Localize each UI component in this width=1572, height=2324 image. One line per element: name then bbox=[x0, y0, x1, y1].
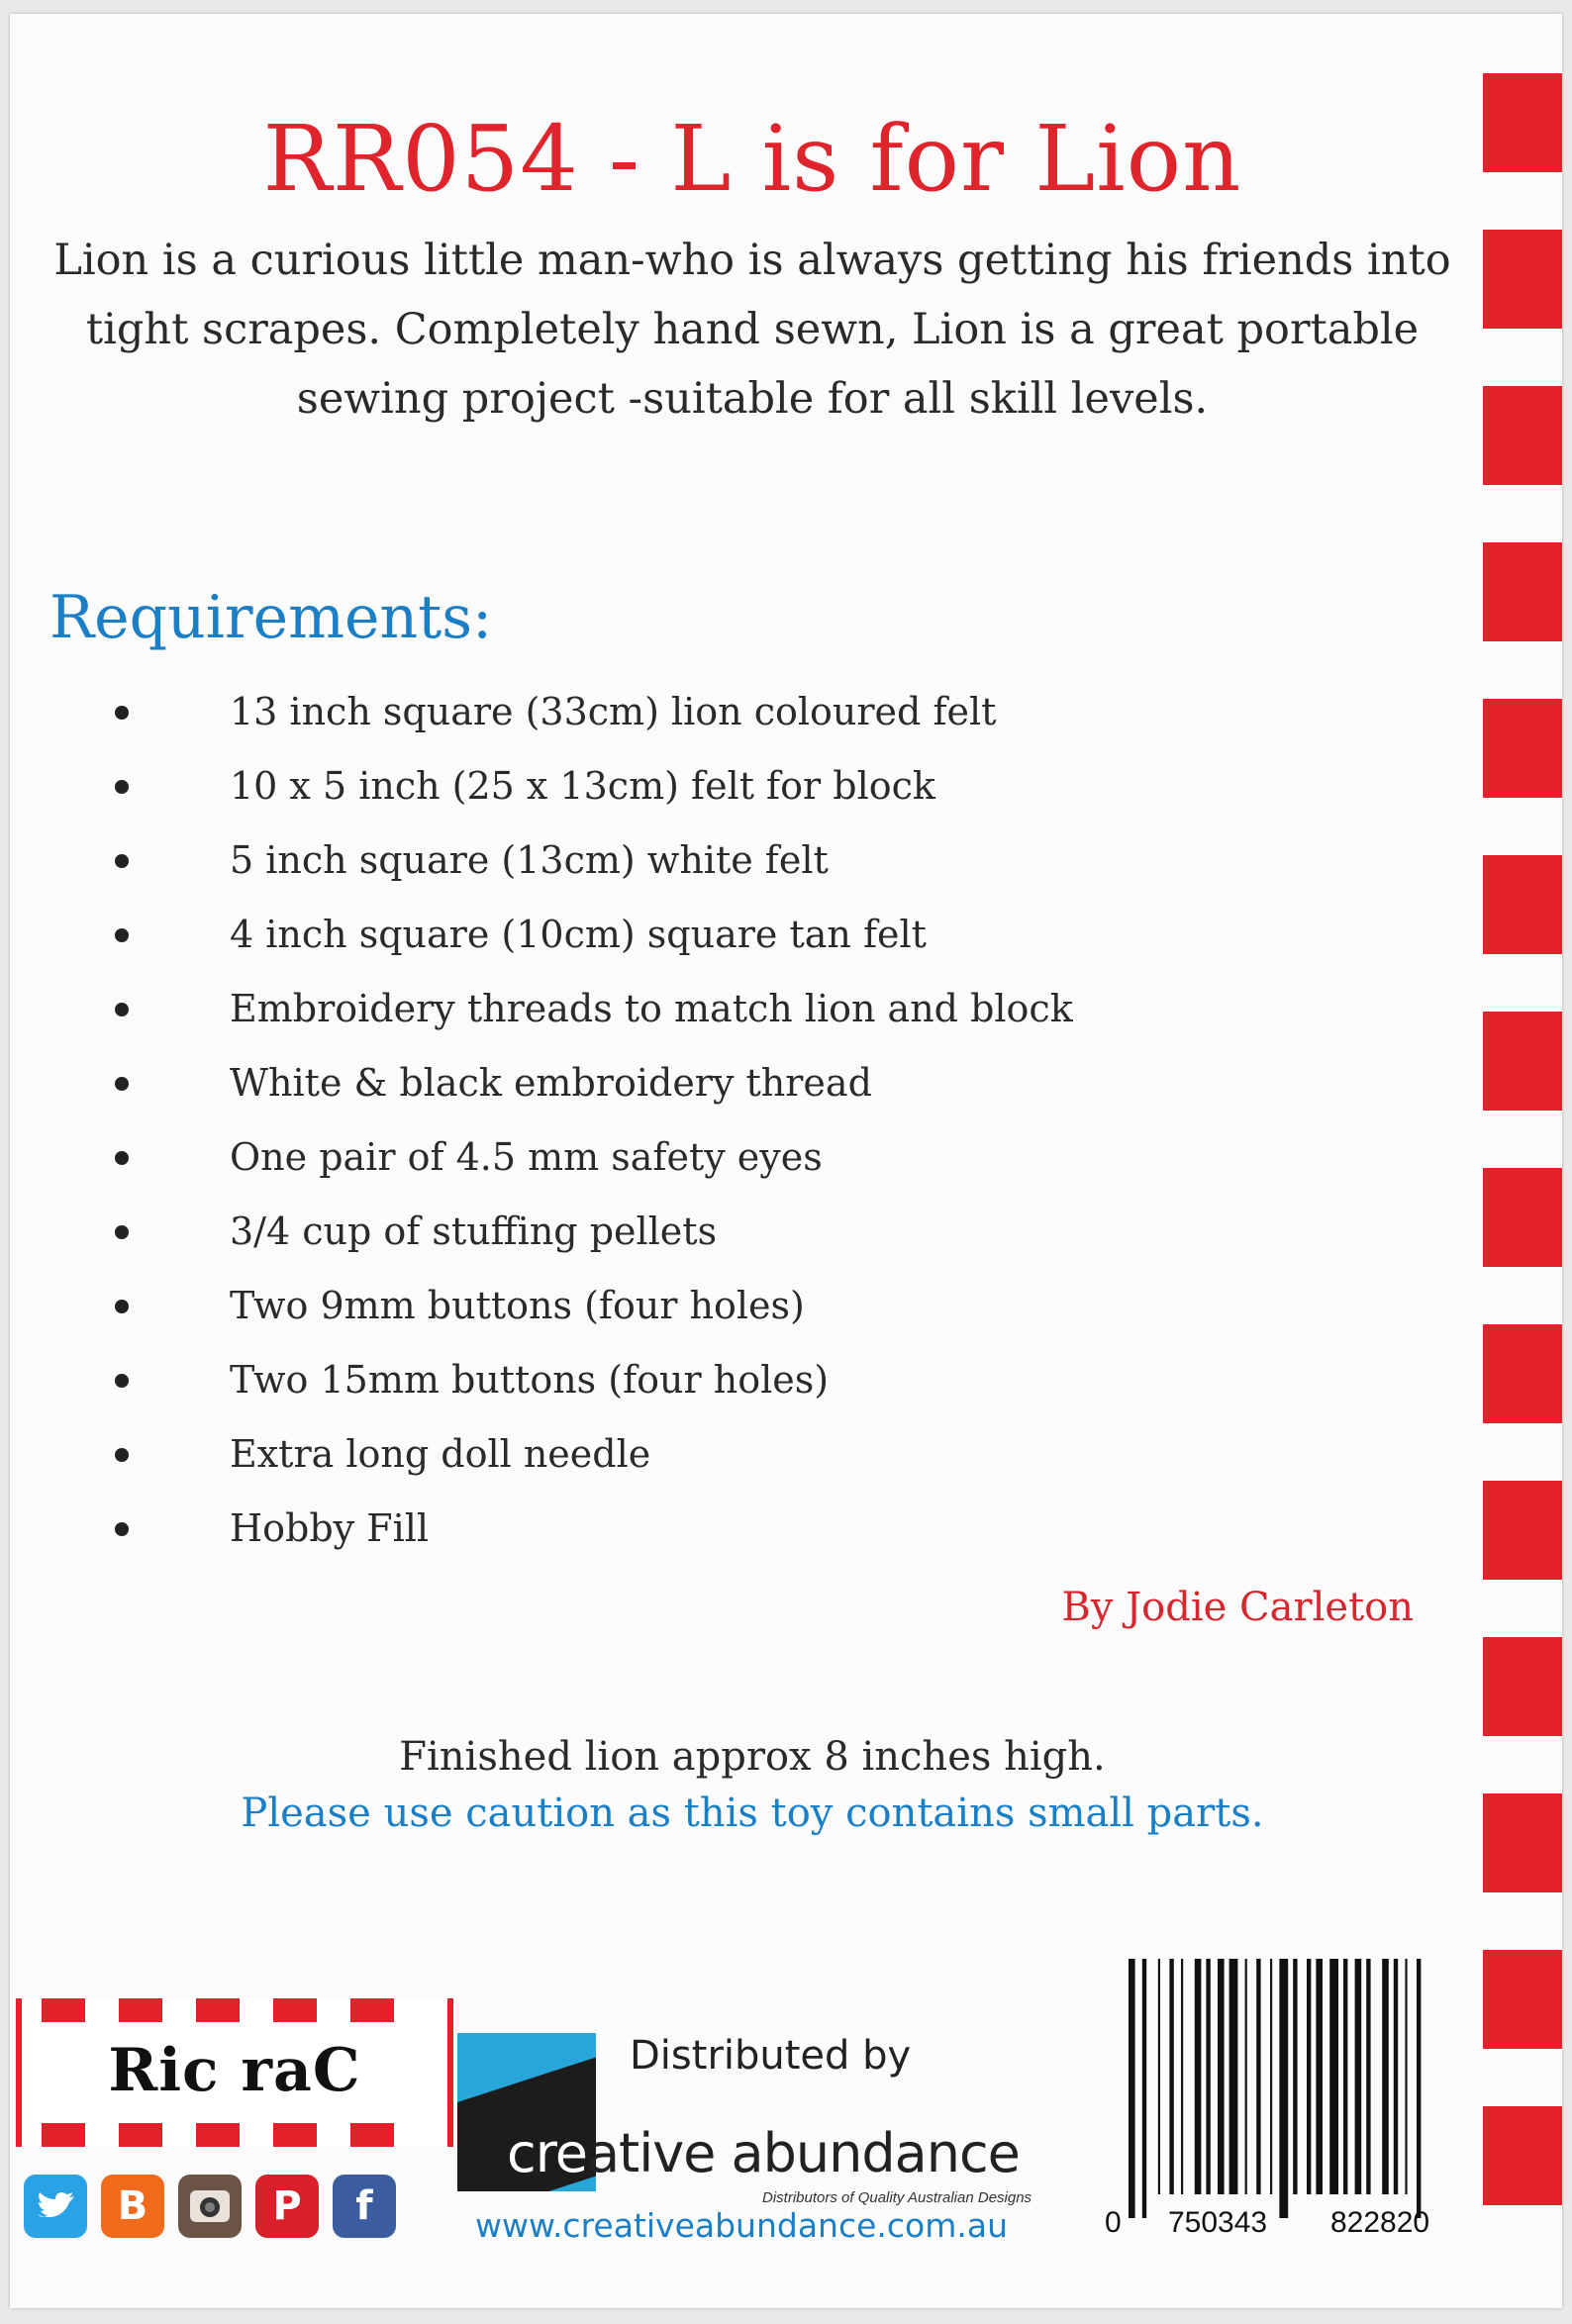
bullet-icon bbox=[115, 1151, 129, 1165]
barcode-bar bbox=[1229, 1959, 1238, 2194]
barcode-bar bbox=[1293, 1959, 1297, 2194]
blogger-icon[interactable]: B bbox=[101, 2175, 164, 2238]
barcode-bar bbox=[1206, 1959, 1210, 2194]
barcode-bar bbox=[1329, 1959, 1338, 2194]
distributor-name-rest: ative abundance bbox=[586, 2122, 1020, 2184]
requirement-text: Extra long doll needle bbox=[230, 1432, 651, 1476]
barcode-bar bbox=[1366, 1959, 1370, 2194]
requirement-text: Hobby Fill bbox=[230, 1506, 430, 1550]
requirement-item bbox=[115, 1127, 1303, 1202]
red-stripe bbox=[1483, 855, 1562, 954]
barcode-bar bbox=[1218, 1959, 1225, 2194]
red-stripe bbox=[1483, 1950, 1562, 2049]
distributed-by-label: Distributed by bbox=[630, 2033, 912, 2079]
barcode-bar bbox=[1195, 1959, 1202, 2194]
barcode-bar bbox=[1245, 1959, 1247, 2194]
barcode-bar bbox=[1181, 1959, 1183, 2194]
requirement-item bbox=[115, 905, 1303, 979]
requirement-item bbox=[115, 1276, 1303, 1350]
instagram-icon[interactable] bbox=[178, 2175, 242, 2238]
requirement-item bbox=[115, 756, 1303, 830]
requirement-item bbox=[115, 1350, 1303, 1424]
distributor-tagline: Distributors of Quality Australian Designs bbox=[762, 2189, 1032, 2206]
ricrac-logo bbox=[16, 1998, 442, 2246]
barcode-bar bbox=[1355, 1959, 1362, 2194]
red-stripe bbox=[1483, 2106, 1562, 2205]
barcode-group-two: 822820 bbox=[1330, 2206, 1430, 2239]
red-stripe bbox=[1483, 386, 1562, 485]
red-stripe bbox=[1483, 1168, 1562, 1267]
bullet-icon bbox=[115, 928, 129, 942]
barcode bbox=[1105, 1959, 1465, 2246]
barcode-bar bbox=[1405, 1959, 1407, 2194]
requirement-text: Two 9mm buttons (four holes) bbox=[230, 1284, 805, 1327]
bullet-icon bbox=[115, 706, 129, 720]
barcode-bar bbox=[1169, 1959, 1173, 2194]
requirement-item bbox=[115, 979, 1303, 1053]
requirement-item bbox=[115, 1499, 1303, 1573]
barcode-bar bbox=[1256, 1959, 1260, 2194]
barcode-bar bbox=[1307, 1959, 1311, 2194]
requirement-text: 4 inch square (10cm) square tan felt bbox=[230, 913, 927, 956]
barcode-bar bbox=[1316, 1959, 1323, 2194]
caution-note: Please use caution as this toy contains small parts. bbox=[241, 1791, 1264, 1836]
bullet-icon bbox=[115, 1522, 129, 1536]
requirement-item bbox=[115, 1053, 1303, 1127]
bullet-icon bbox=[115, 1374, 129, 1388]
red-stripe bbox=[1483, 1324, 1562, 1423]
requirement-text: Two 15mm buttons (four holes) bbox=[230, 1358, 830, 1402]
page-title: RR054 - L is for Lion bbox=[262, 106, 1242, 212]
bullet-icon bbox=[115, 1448, 129, 1462]
red-stripe bbox=[1483, 1012, 1562, 1111]
requirement-text: 5 inch square (13cm) white felt bbox=[230, 838, 829, 882]
barcode-bar bbox=[1279, 1959, 1288, 2218]
requirement-text: One pair of 4.5 mm safety eyes bbox=[230, 1135, 823, 1179]
red-stripe bbox=[1483, 1793, 1562, 1892]
barcode-bar bbox=[1129, 1959, 1135, 2218]
barcode-bar bbox=[1417, 1959, 1421, 2218]
requirement-item bbox=[115, 1202, 1303, 1276]
barcode-bar bbox=[1142, 1959, 1146, 2218]
requirement-item bbox=[115, 830, 1303, 905]
barcode-left-digit: 0 bbox=[1105, 2206, 1122, 2239]
distributor-name-prefix: cre bbox=[507, 2122, 587, 2184]
red-stripe bbox=[1483, 230, 1562, 329]
red-stripe bbox=[1483, 699, 1562, 798]
intro-paragraph: Lion is a curious little man-who is always getting his friends into tight scrapes. Completely hand sewn, Lion is a great portable sewing project -suitable for all skill levels. bbox=[53, 236, 1451, 424]
ricrac-logo-text: Ric raC bbox=[108, 2036, 361, 2105]
barcode-group-one: 750343 bbox=[1168, 2206, 1268, 2239]
requirement-item bbox=[115, 682, 1303, 756]
requirement-item bbox=[115, 1424, 1303, 1499]
bullet-icon bbox=[115, 1077, 129, 1091]
social-icons bbox=[24, 2175, 449, 2244]
bullet-icon bbox=[115, 1225, 129, 1239]
pattern-back-cover bbox=[10, 14, 1562, 2308]
requirement-text: 13 inch square (33cm) lion coloured felt bbox=[230, 690, 997, 733]
barcode-bar bbox=[1382, 1959, 1389, 2194]
bullet-icon bbox=[115, 854, 129, 868]
twitter-icon[interactable] bbox=[24, 2175, 87, 2238]
bullet-icon bbox=[115, 1300, 129, 1313]
red-stripe bbox=[1483, 73, 1562, 172]
facebook-icon[interactable]: f bbox=[333, 2175, 396, 2238]
author-credit: By Jodie Carleton bbox=[1061, 1585, 1414, 1630]
ricrac-logo-frame bbox=[16, 1998, 453, 2147]
distributor-name bbox=[507, 2122, 1020, 2184]
requirement-text: Embroidery threads to match lion and block bbox=[230, 987, 1073, 1030]
bullet-icon bbox=[115, 780, 129, 794]
barcode-bar bbox=[1158, 1959, 1160, 2194]
barcode-bar bbox=[1343, 1959, 1347, 2194]
pinterest-icon[interactable]: P bbox=[255, 2175, 319, 2238]
requirements-heading: Requirements: bbox=[49, 583, 493, 652]
red-stripe bbox=[1483, 542, 1562, 641]
requirements-list bbox=[115, 682, 1303, 1573]
requirement-text: White & black embroidery thread bbox=[230, 1061, 872, 1105]
red-stripe bbox=[1483, 1481, 1562, 1580]
barcode-bars bbox=[1129, 1959, 1465, 2218]
bullet-icon bbox=[115, 1003, 129, 1017]
barcode-bar bbox=[1394, 1959, 1398, 2194]
distributor-url[interactable]: www.creativeabundance.com.au bbox=[475, 2206, 1009, 2245]
finished-size-note: Finished lion approx 8 inches high. bbox=[399, 1734, 1106, 1780]
barcode-bar bbox=[1270, 1959, 1272, 2194]
red-stripe-border bbox=[1483, 73, 1562, 2152]
requirement-text: 3/4 cup of stuffing pellets bbox=[230, 1210, 718, 1253]
requirement-text: 10 x 5 inch (25 x 13cm) felt for block bbox=[230, 764, 935, 808]
red-stripe bbox=[1483, 1637, 1562, 1736]
